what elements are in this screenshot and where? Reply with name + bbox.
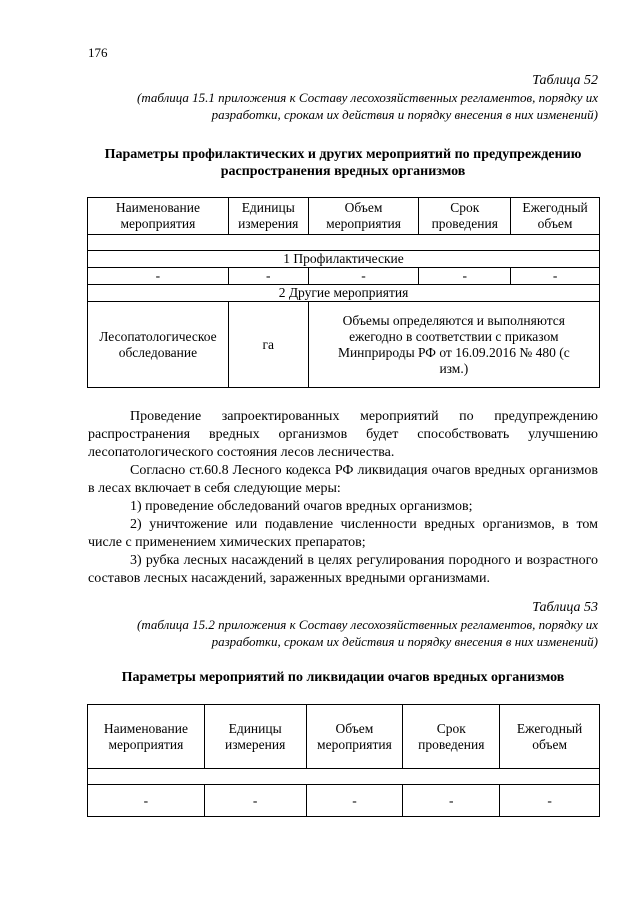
table-52-section-row bbox=[88, 251, 600, 268]
header-cell: Единицы измерения bbox=[228, 198, 308, 235]
table-cell: - bbox=[88, 268, 229, 285]
table-cell: - bbox=[419, 268, 511, 285]
header-cell: Ежегодный объем bbox=[511, 198, 600, 235]
header-cell: Срок проведения bbox=[403, 705, 500, 769]
empty-cell bbox=[88, 235, 600, 251]
paragraph: Проведение запроектированных мероприятий по предупреждению распространения вредных организмов будет способствовать улучшению лесопатологического состояния лесов лесничества. bbox=[88, 409, 598, 460]
paragraph: 1) проведение обследований очагов вредных организмов; bbox=[130, 499, 473, 514]
page-number: 176 bbox=[88, 45, 108, 60]
table-52-row bbox=[88, 302, 600, 388]
table-cell: га bbox=[228, 302, 308, 388]
header-cell: Наименование мероприятия bbox=[88, 705, 205, 769]
section-cell: 1 Профилактические bbox=[88, 251, 600, 268]
table-52-source: (таблица 15.1 приложения к Составу лесохозяйственных регламентов, порядку их разработки, срокам их действия и порядку внесения в них изменений) bbox=[137, 90, 598, 122]
table-cell: - bbox=[403, 785, 500, 817]
table-52-empty-row bbox=[88, 235, 600, 251]
table-cell: - bbox=[500, 785, 600, 817]
table-cell: Объемы определяются и выполняются ежегодно в соответствии с приказом Минприроды РФ от 16.09.2016 № 480 (с изм.) bbox=[308, 302, 599, 388]
table-52-row bbox=[88, 268, 600, 285]
table-52-label: Таблица 52 bbox=[532, 73, 598, 88]
table-53-empty-row bbox=[88, 769, 600, 785]
empty-cell bbox=[88, 769, 600, 785]
section-cell: 2 Другие мероприятия bbox=[88, 285, 600, 302]
table-52-caption bbox=[118, 72, 598, 123]
table-cell: - bbox=[88, 785, 205, 817]
header-cell: Наименование мероприятия bbox=[88, 198, 229, 235]
table-cell: Лесопатологическое обследование bbox=[88, 302, 229, 388]
table-53-source: (таблица 15.2 приложения к Составу лесохозяйственных регламентов, порядку их разработки, срокам их действия и порядку внесения в них изменений) bbox=[137, 617, 598, 649]
table-53-caption bbox=[118, 599, 598, 650]
table-cell: - bbox=[306, 785, 403, 817]
header-cell: Объем мероприятия bbox=[308, 198, 419, 235]
table-52-header-row bbox=[88, 198, 600, 235]
paragraph: 3) рубка лесных насаждений в целях регулирования породного и возрастного составов лесных насаждений, зараженных вредными организмами. bbox=[88, 553, 598, 586]
table-cell: - bbox=[511, 268, 600, 285]
header-cell: Единицы измерения bbox=[204, 705, 306, 769]
header-cell: Ежегодный объем bbox=[500, 705, 600, 769]
table-52-section-row bbox=[88, 285, 600, 302]
table-52 bbox=[87, 197, 600, 388]
table-52-title: Параметры профилактических и других мероприятий по предупреждению распространения вредных организмов bbox=[104, 147, 582, 179]
table-cell: - bbox=[204, 785, 306, 817]
table-53 bbox=[87, 704, 600, 817]
table-53-label: Таблица 53 bbox=[532, 600, 598, 615]
paragraph: 2) уничтожение или подавление численности вредных организмов, в том числе с применением химических препаратов; bbox=[88, 517, 598, 550]
header-cell: Срок проведения bbox=[419, 198, 511, 235]
header-cell: Объем мероприятия bbox=[306, 705, 403, 769]
table-cell: - bbox=[308, 268, 419, 285]
paragraph: Согласно ст.60.8 Лесного кодекса РФ ликвидация очагов вредных организмов в лесах включает в себя следующие меры: bbox=[88, 463, 598, 496]
table-53-header-row bbox=[88, 705, 600, 769]
table-53-title: Параметры мероприятий по ликвидации очагов вредных организмов bbox=[121, 670, 565, 685]
table-53-row bbox=[88, 785, 600, 817]
table-cell: - bbox=[228, 268, 308, 285]
body-text bbox=[88, 408, 598, 588]
